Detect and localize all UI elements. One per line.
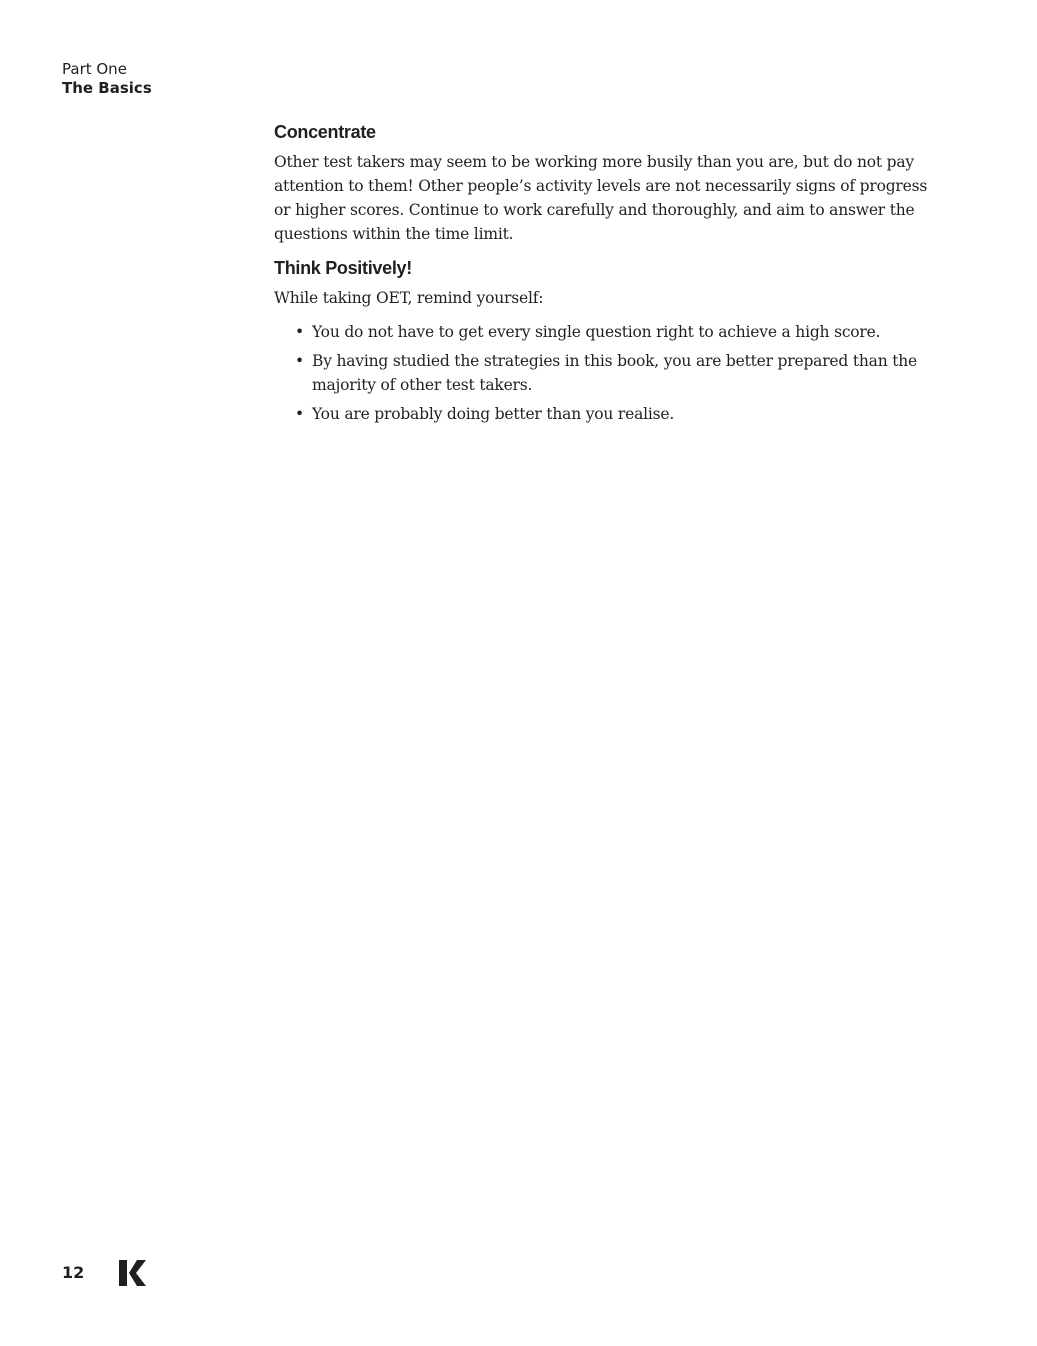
section-heading-concentrate: Concentrate — [274, 122, 376, 142]
main-content — [274, 120, 944, 431]
bullet-icon: • — [295, 405, 304, 423]
chapter-title: The Basics — [62, 79, 152, 97]
list-item-text: You are probably doing better than you realise. — [312, 405, 675, 423]
list-item — [274, 320, 944, 344]
list-item — [274, 349, 944, 397]
kaplan-k-logo-icon — [118, 1259, 148, 1287]
section-paragraph-concentrate: Other test takers may seem to be working more busily than you are, but do not pay attention to them! Other people’s activity levels are not necessarily signs of progress or higher scores. Continue to work carefully and thoroughly, and aim to answer the questions within the time limit. — [274, 153, 928, 243]
bullet-icon: • — [295, 323, 304, 341]
page-number: 12 — [62, 1263, 85, 1282]
list-item-text: You do not have to get every single question right to achieve a high score. — [312, 323, 881, 341]
list-item-text: By having studied the strategies in this book, you are better prepared than the majority of other test takers. — [312, 352, 917, 394]
part-label: Part One — [62, 60, 127, 78]
section-intro-think-positively: While taking OET, remind yourself: — [274, 289, 544, 307]
page-footer — [62, 1258, 262, 1288]
running-head — [62, 60, 152, 98]
bullet-list — [274, 320, 944, 426]
list-item — [274, 402, 944, 426]
bullet-icon: • — [295, 352, 304, 370]
section-heading-think-positively: Think Positively! — [274, 258, 412, 278]
